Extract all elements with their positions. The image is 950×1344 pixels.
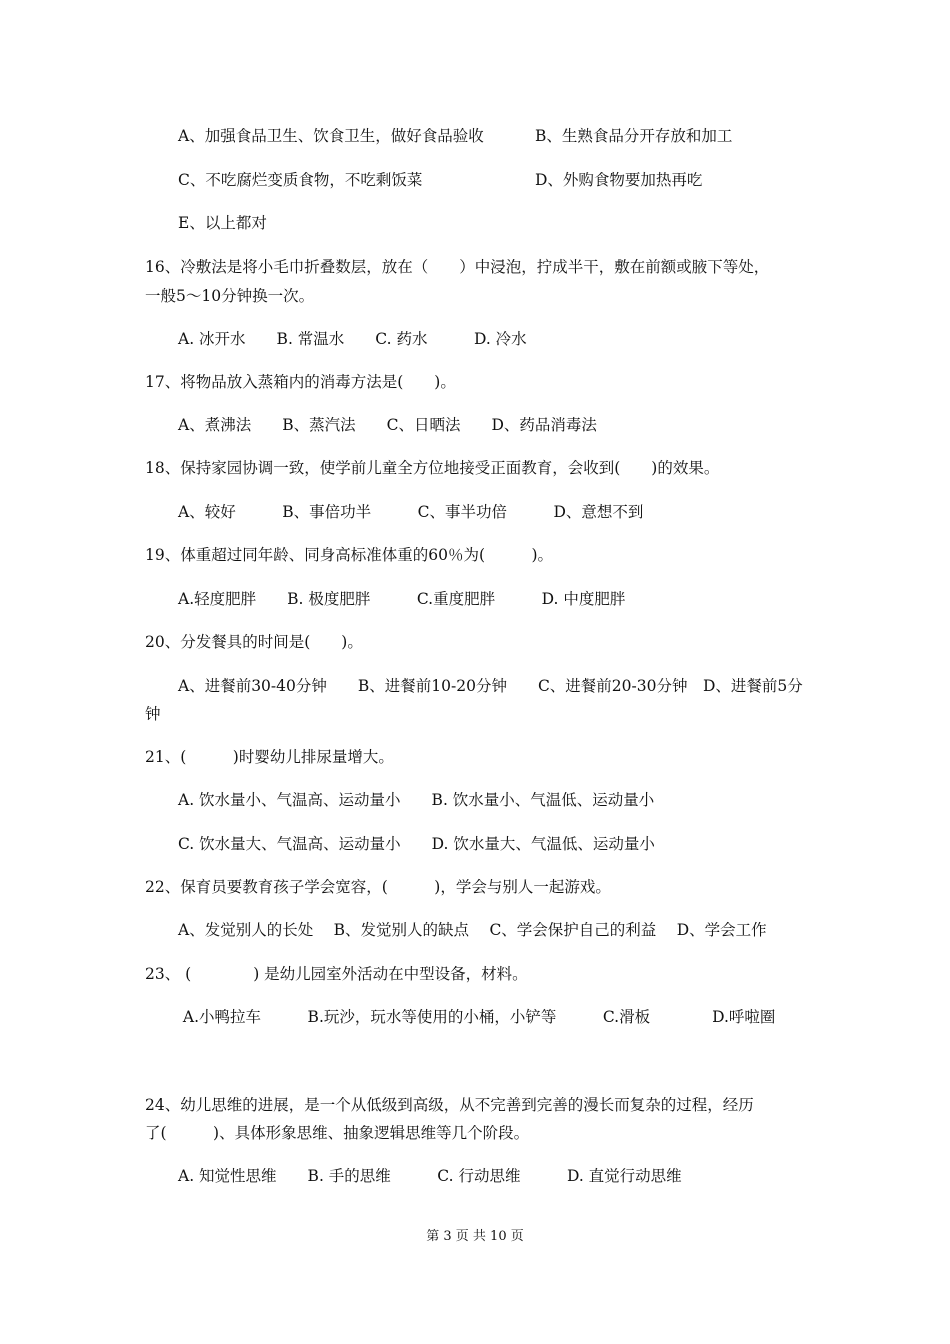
q15-option-b: B、生熟食品分开存放和加工: [535, 127, 733, 145]
q15-option-a: A、加强食品卫生、饮食卫生，做好食品验收: [178, 127, 484, 145]
q15-option-c: C、不吃腐烂变质食物，不吃剩饭菜: [178, 171, 423, 189]
q20-stem: 20、分发餐具的时间是( )。: [145, 633, 363, 651]
q16-options: A. 冰开水 B. 常温水 C. 药水 D. 冷水: [178, 330, 527, 348]
q23-options: A.小鸭拉车 B.玩沙，玩水等使用的小桶，小铲等 C.滑板 D.呼啦圈: [178, 1008, 776, 1026]
q17-options: A、煮沸法 B、蒸汽法 C、日晒法 D、药品消毒法: [178, 416, 597, 434]
q15-option-e: E、以上都对: [178, 214, 267, 232]
q19-options: A.轻度肥胖 B. 极度肥胖 C.重度肥胖 D. 中度肥胖: [178, 590, 626, 608]
q20-options-line1: A、进餐前30-40分钟 B、进餐前10-20分钟 C、进餐前20-30分钟 D、进餐前5分: [178, 677, 803, 695]
q17-stem: 17、将物品放入蒸箱内的消毒方法是( )。: [145, 373, 456, 391]
q18-stem: 18、保持家园协调一致，使学前儿童全方位地接受正面教育，会收到( )的效果。: [145, 459, 720, 477]
q24-options: A. 知觉性思维 B. 手的思维 C. 行动思维 D. 直觉行动思维: [178, 1167, 682, 1185]
q23-stem: 23、 ( ) 是幼儿园室外活动在中型设备，材料。: [145, 965, 528, 983]
q19-stem: 19、体重超过同年龄、同身高标准体重的60％为( )。: [145, 546, 554, 564]
q21-options-line1: A. 饮水量小、气温高、运动量小 B. 饮水量小、气温低、运动量小: [178, 791, 655, 809]
q22-options: A、发觉别人的长处 B、发觉别人的缺点 C、学会保护自己的利益 D、学会工作: [178, 921, 767, 939]
q15-option-d: D、外购食物要加热再吃: [535, 171, 703, 189]
q18-options: A、较好 B、事倍功半 C、事半功倍 D、意想不到: [178, 503, 644, 521]
q21-options-line2: C. 饮水量大、气温高、运动量小 D. 饮水量大、气温低、运动量小: [178, 835, 655, 853]
page-footer: 第 3 页 共 10 页: [426, 1229, 524, 1244]
q24-stem-line1: 24、幼儿思维的进展，是一个从低级到高级，从不完善到完善的漫长而复杂的过程，经历: [145, 1096, 754, 1114]
q16-stem-line2: 一般5～10分钟换一次。: [145, 287, 315, 305]
q21-stem: 21、( )时婴幼儿排尿量增大。: [145, 748, 394, 766]
q22-stem: 22、保育员要教育孩子学会宽容，( )，学会与别人一起游戏。: [145, 878, 611, 896]
q20-options-line2: 钟: [145, 705, 161, 723]
q16-stem-line1: 16、冷敷法是将小毛巾折叠数层，放在（ ）中浸泡，拧成半干，敷在前额或腋下等处，: [145, 258, 770, 276]
q24-stem-line2: 了( )、具体形象思维、抽象逻辑思维等几个阶段。: [145, 1124, 530, 1142]
